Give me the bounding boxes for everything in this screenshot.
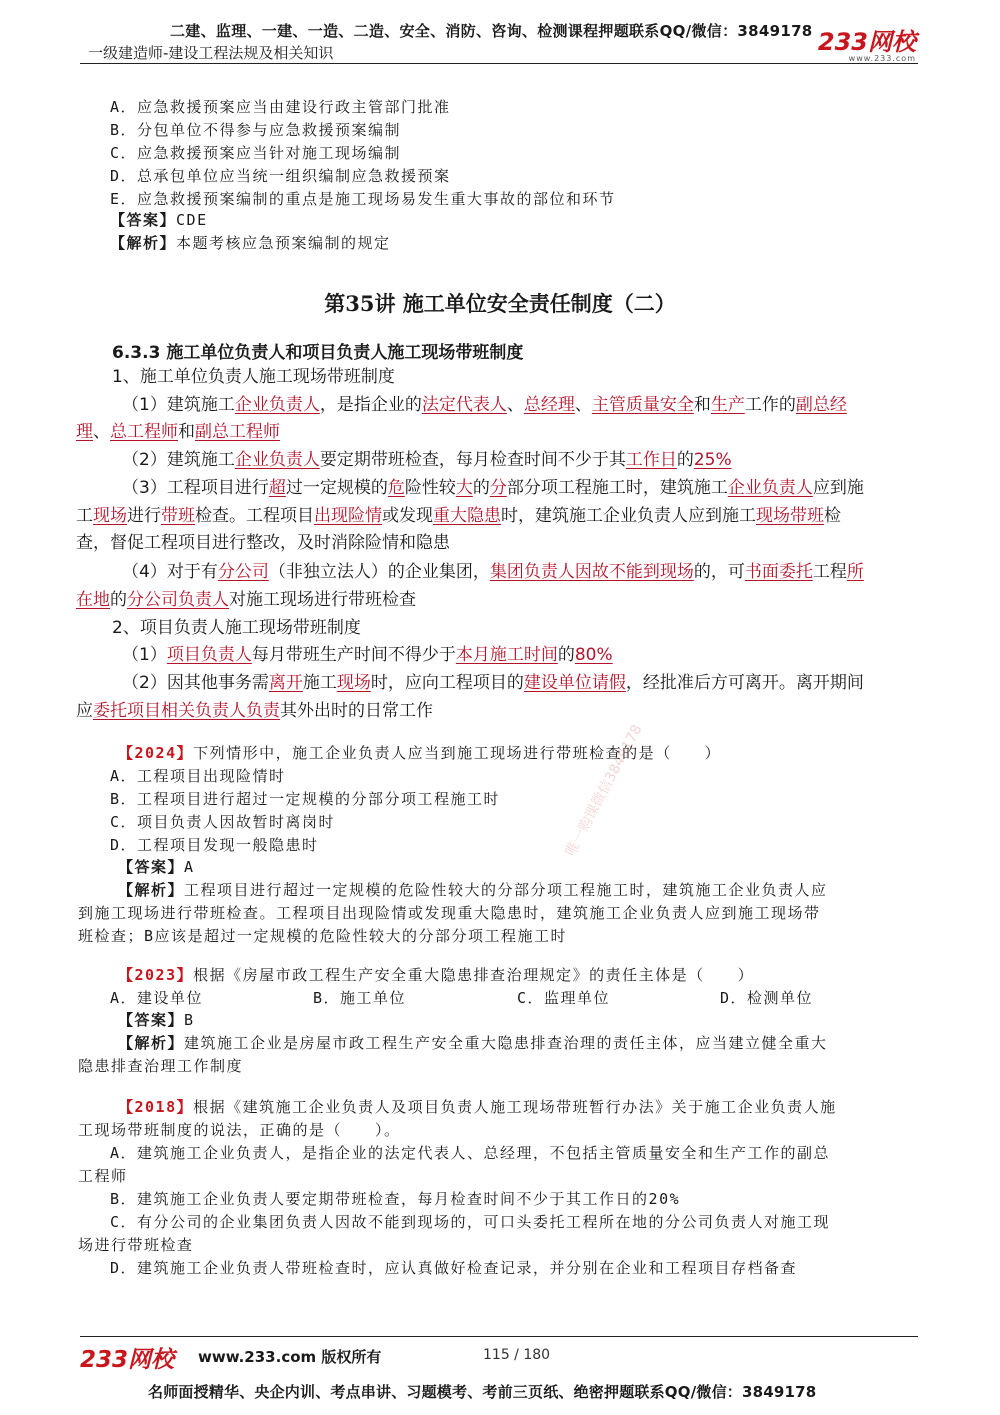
q2024-stem: 【2024】下列情形中，施工企业负责人应当到施工现场进行带班检查的是（ ）: [118, 744, 722, 762]
q2018-option-d: D．建筑施工企业负责人带班检查时，应认真做好检查记录，并分别在企业和工程项目存档备查: [110, 1259, 798, 1277]
footer-copyright: www.233.com 版权所有: [198, 1348, 382, 1366]
logo-url: www.233.com: [848, 54, 916, 63]
key-term: 理: [76, 422, 93, 442]
note-p3-cont: 工现场进行带班检查。工程项目出现险情或发现重大隐患时，建筑施工企业负责人应到施工现场带班检: [76, 506, 841, 526]
header-divider: [80, 63, 918, 64]
key-term: 分公司: [217, 562, 269, 582]
key-term: 现场带班: [756, 506, 824, 526]
key-term: 书面委托: [744, 562, 813, 582]
key-term: 出现险情: [314, 506, 382, 526]
key-term: 总经理: [523, 395, 575, 415]
key-term: 委托项目相关负责人负责: [93, 701, 280, 721]
key-term: 工作日: [625, 450, 677, 470]
q2024-analysis-3: 班检查；B应该是超过一定规模的危险性较大的分部分项工程施工时: [78, 927, 568, 945]
key-term: 集团负责人因故不能到现场: [489, 562, 694, 582]
note-q1: （1）项目负责人每月带班生产时间不得少于本月施工时间的80%: [122, 645, 613, 665]
key-term: 危: [387, 478, 405, 498]
year-badge: 【2023】: [118, 966, 194, 984]
q2023-analysis-1: 【解析】建筑施工企业是房屋市政工程生产安全重大隐患排查治理的责任主体，应当建立健全重大: [118, 1034, 828, 1052]
key-term: 副总经: [795, 395, 847, 415]
q2023-answer: 【答案】B: [118, 1011, 195, 1029]
q2023-option-c: C．监理单位: [517, 989, 611, 1007]
key-term: 重大隐患: [433, 506, 501, 526]
note-p2: （2）建筑施工企业负责人要定期带班检查，每月检查时间不少于其工作日的25%: [122, 450, 732, 470]
footer-logo: 233网校: [80, 1347, 175, 1373]
note-p3: （3）工程项目进行超过一定规模的危险性较大的分部分项工程施工时，建筑施工企业负责人应到施: [122, 478, 864, 498]
key-term: 本月施工时间: [455, 645, 558, 665]
year-badge: 【2024】: [118, 744, 194, 762]
key-term: 总工程师: [110, 422, 178, 442]
key-term: 在地: [76, 590, 110, 610]
note-p4: （4）对于有分公司（非独立法人）的企业集团，集团负责人因故不能到现场的，可书面委托工程所: [122, 562, 864, 582]
key-term: 所: [846, 562, 864, 582]
key-term: 分公司负责人: [127, 590, 229, 610]
key-term: 项目负责人: [166, 645, 252, 665]
note-p4-cont: 在地的分公司负责人对施工现场进行带班检查: [76, 590, 416, 610]
footer-divider: [80, 1336, 918, 1337]
logo-text: 233网校: [817, 28, 916, 56]
year-badge: 【2018】: [118, 1098, 194, 1116]
key-term: 主管质量安全: [591, 395, 694, 415]
lecture-title: 第35讲 施工单位安全责任制度（二）: [324, 291, 676, 316]
note-p1-cont: 理、总工程师和副总工程师: [76, 422, 280, 442]
q2024-analysis-1: 【解析】工程项目进行超过一定规模的危险性较大的分部分项工程施工时，建筑施工企业负责人应: [118, 881, 828, 899]
answer-tag: 【答案】: [110, 211, 177, 229]
q2024-option-d: D．工程项目发现一般隐患时: [110, 836, 319, 854]
key-term: 25%: [693, 450, 732, 470]
q2023-option-a: A．建设单位: [110, 989, 204, 1007]
key-term: 建设单位请假: [523, 673, 626, 693]
prev-option-e: E．应急救援预案编制的重点是施工现场易发生重大事故的部位和环节: [110, 190, 616, 208]
q2023-analysis-2: 隐患排查治理工作制度: [78, 1057, 244, 1075]
answer-value: CDE: [176, 211, 208, 229]
q2018-option-a: A．建筑施工企业负责人，是指企业的法定代表人、总经理，不包括主管质量安全和生产工作的副总: [110, 1144, 831, 1162]
page-number: 115 / 180: [483, 1347, 551, 1363]
key-term: 副总工程师: [195, 422, 280, 442]
section-title: 6.3.3 施工单位负责人和项目负责人施工现场带班制度: [112, 343, 524, 363]
q2024-option-a: A．工程项目出现险情时: [110, 767, 286, 785]
key-term: 企业负责人: [234, 395, 320, 415]
q2018-option-c: C．有分公司的企业集团负责人因故不能到现场的，可口头委托工程所在地的分公司负责人对施工现: [110, 1213, 831, 1231]
prev-option-c: C．应急救援预案应当针对施工现场编制: [110, 144, 402, 162]
key-term: 分: [489, 478, 507, 498]
note-q2-cont: 应委托项目相关负责人负责其外出时的日常工作: [76, 701, 433, 721]
q2024-answer: 【答案】A: [118, 858, 195, 876]
q2018-stem-2: 工现场带班制度的说法，正确的是（ ）。: [78, 1121, 401, 1139]
header-promo: 二建、监理、一建、一造、二造、安全、消防、咨询、检测课程押题联系QQ/微信：3849178: [170, 22, 813, 40]
key-term: 离开: [268, 673, 303, 693]
q2024-option-c: C．项目负责人因故暂时离岗时: [110, 813, 336, 831]
key-term: 现场: [336, 673, 371, 693]
note-p1: （1）建筑施工企业负责人，是指企业的法定代表人、总经理、主管质量安全和生产工作的副总经: [122, 395, 847, 415]
q2024-option-b: B．工程项目进行超过一定规模的分部分项工程施工时: [110, 790, 501, 808]
q2018-stem-1: 【2018】根据《建筑施工企业负责人及项目负责人施工现场带班暂行办法》关于施工企业负责人施: [118, 1098, 837, 1116]
q2023-stem: 【2023】根据《房屋市政工程生产安全重大隐患排查治理规定》的责任主体是（ ）: [118, 966, 755, 984]
q2018-option-a-cont: 工程师: [78, 1167, 128, 1185]
q2018-option-c-cont: 场进行带班检查: [78, 1236, 194, 1254]
brand-logo: [818, 30, 916, 63]
key-term: 带班: [161, 506, 195, 526]
header-subject: 一级建造师-建设工程法规及相关知识: [88, 44, 334, 62]
q2024-analysis-2: 到施工现场进行带班检查。工程项目出现险情或发现重大隐患时，建筑施工企业负责人应到施工现场带: [78, 904, 821, 922]
analysis-tag: 【解析】: [110, 234, 177, 252]
key-term: 大: [455, 478, 473, 498]
prev-option-a: A．应急救援预案应当由建设行政主管部门批准: [110, 98, 451, 116]
q2023-option-b: B．施工单位: [313, 989, 407, 1007]
q2023-option-d: D．检测单位: [720, 989, 814, 1007]
prev-answer: [110, 210, 208, 230]
analysis-text: 本题考核应急预案编制的规定: [176, 234, 391, 252]
heading-1: 1、施工单位负责人施工现场带班制度: [112, 367, 395, 387]
q2018-option-b: B．建筑施工企业负责人要定期带班检查，每月检查时间不少于其工作日的20%: [110, 1190, 681, 1208]
key-term: 现场: [93, 506, 127, 526]
key-term: 生产: [710, 395, 745, 415]
prev-analysis: [110, 233, 391, 253]
note-p3-end: 查，督促工程项目进行整改，及时消除险情和隐患: [76, 533, 450, 553]
key-term: 超: [268, 478, 286, 498]
key-term: 企业负责人: [234, 450, 320, 470]
key-term: 企业负责人: [727, 478, 813, 498]
key-term: 80%: [574, 645, 613, 665]
prev-option-b: B．分包单位不得参与应急救援预案编制: [110, 121, 402, 139]
prev-option-d: D．总承包单位应当统一组织编制应急救援预案: [110, 167, 451, 185]
note-q2: （2）因其他事务需离开施工现场时，应向工程项目的建设单位请假，经批准后方可离开。离开期间: [122, 673, 864, 693]
watermark: 唯一购课微信3849178: [562, 722, 646, 859]
heading-2: 2、项目负责人施工现场带班制度: [112, 618, 361, 638]
key-term: 法定代表人: [421, 395, 507, 415]
footer-promo: 名师面授精华、央企内训、考点串讲、习题模考、考前三页纸、绝密押题联系QQ/微信：3849178: [148, 1383, 817, 1401]
